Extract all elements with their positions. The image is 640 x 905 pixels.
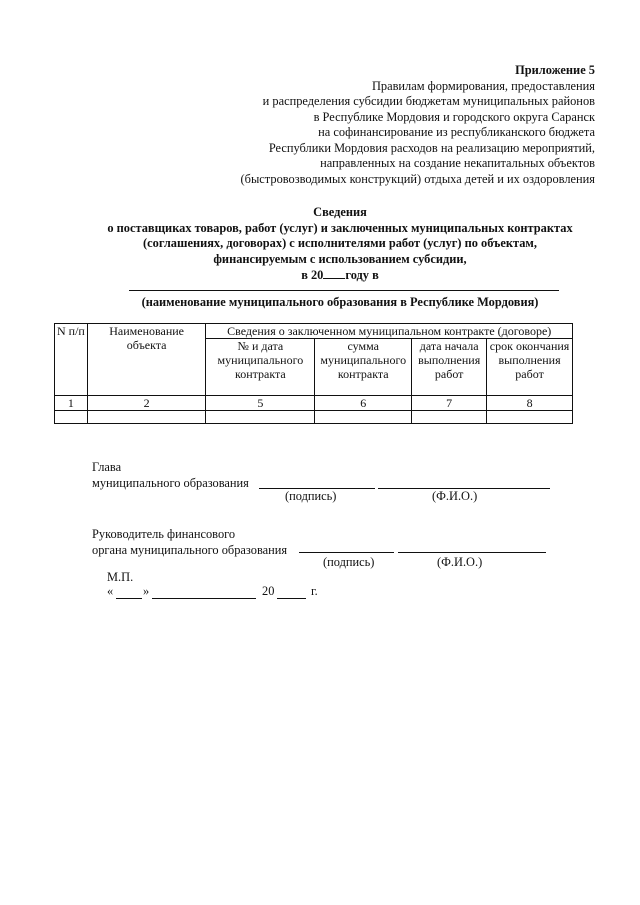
column-group-header-contract: Сведения о заключенном муниципальном контракте (договоре) [206, 324, 573, 339]
document-heading [60, 205, 620, 284]
column-number: 5 [206, 396, 315, 411]
head-line2: муниципального образования [92, 475, 249, 490]
column-header-start-date: дата начала выполнения работ [412, 339, 487, 396]
finance-signature-line [299, 552, 394, 553]
date-day-line [116, 598, 142, 599]
head-name-caption: (Ф.И.О.) [432, 489, 478, 503]
appendix-line: в Республике Мордовия и городского округа Саранск [313, 109, 595, 124]
heading-line: о поставщиках товаров, работ (услуг) и заключенных муниципальных контрактах [107, 220, 573, 235]
table-cell[interactable] [487, 411, 573, 424]
date-year-line [277, 598, 306, 599]
appendix-line: направленных на создание некапитальных объектов [320, 156, 595, 170]
appendix-line: и распределения субсидии бюджетам муниципальных районов [262, 94, 595, 108]
table-header-row [55, 324, 573, 339]
head-line1: Глава [92, 460, 122, 474]
table-numbering-row [55, 396, 573, 411]
table-cell[interactable] [315, 411, 412, 424]
date-close-quote: » [143, 584, 150, 598]
contracts-table [54, 323, 573, 424]
finance-name-line [398, 552, 546, 553]
heading-title: Сведения [313, 205, 367, 219]
table-cell[interactable] [412, 411, 487, 424]
finance-sign-caption: (подпись) [323, 555, 375, 569]
head-signature-block [92, 460, 249, 491]
finance-line1: Руководитель финансового [92, 527, 236, 541]
table-cell[interactable] [206, 411, 315, 424]
column-number: 7 [412, 396, 487, 411]
date-month-line [152, 598, 256, 599]
table-cell[interactable] [87, 411, 206, 424]
heading-line: финансируемым с использованием субсидии, [213, 251, 467, 266]
finance-signature-block [92, 527, 287, 558]
heading-year-line [60, 267, 620, 284]
finance-line2: органа муниципального образования [92, 542, 288, 557]
column-header-contract-sum: сумма муниципального контракта [315, 339, 412, 396]
appendix-line: Республики Мордовия расходов на реализацию мероприятий, [268, 140, 595, 155]
column-number: 2 [87, 396, 206, 411]
municipality-caption: (наименование муниципального образования в Республике Мордовия) [141, 295, 539, 309]
column-header-end-date: срок окончания выполнения работ [487, 339, 573, 396]
date-open-quote: « [107, 584, 114, 598]
table-row [55, 411, 573, 424]
column-header-n: N п/п [55, 324, 88, 396]
year-blank [323, 267, 345, 279]
column-header-object: Наименование объекта [87, 324, 206, 396]
heading-line: (соглашениях, договорах) с исполнителями работ (услуг) по объектам, [143, 236, 537, 250]
column-number: 1 [55, 396, 88, 411]
appendix-title: Приложение 5 [515, 63, 595, 77]
head-sign-caption: (подпись) [285, 489, 337, 503]
seal-label: М.П. [107, 570, 134, 584]
finance-name-caption: (Ф.И.О.) [437, 555, 483, 569]
table-cell[interactable] [55, 411, 88, 424]
municipality-name-line [129, 290, 559, 291]
year-prefix: в 20 [301, 268, 324, 282]
appendix-header [241, 63, 595, 187]
column-header-contract-number-date: № и дата муниципального контракта [206, 339, 315, 396]
date-year-suffix: г. [311, 584, 318, 598]
year-suffix: году в [345, 268, 379, 282]
date-year-prefix: 20 [262, 584, 275, 598]
appendix-line: (быстровозводимых конструкций) отдыха детей и их оздоровления [240, 171, 595, 186]
column-number: 8 [487, 396, 573, 411]
column-number: 6 [315, 396, 412, 411]
appendix-line: на софинансирование из республиканского бюджета [318, 125, 595, 139]
appendix-line: Правилам формирования, предоставления [371, 78, 595, 93]
